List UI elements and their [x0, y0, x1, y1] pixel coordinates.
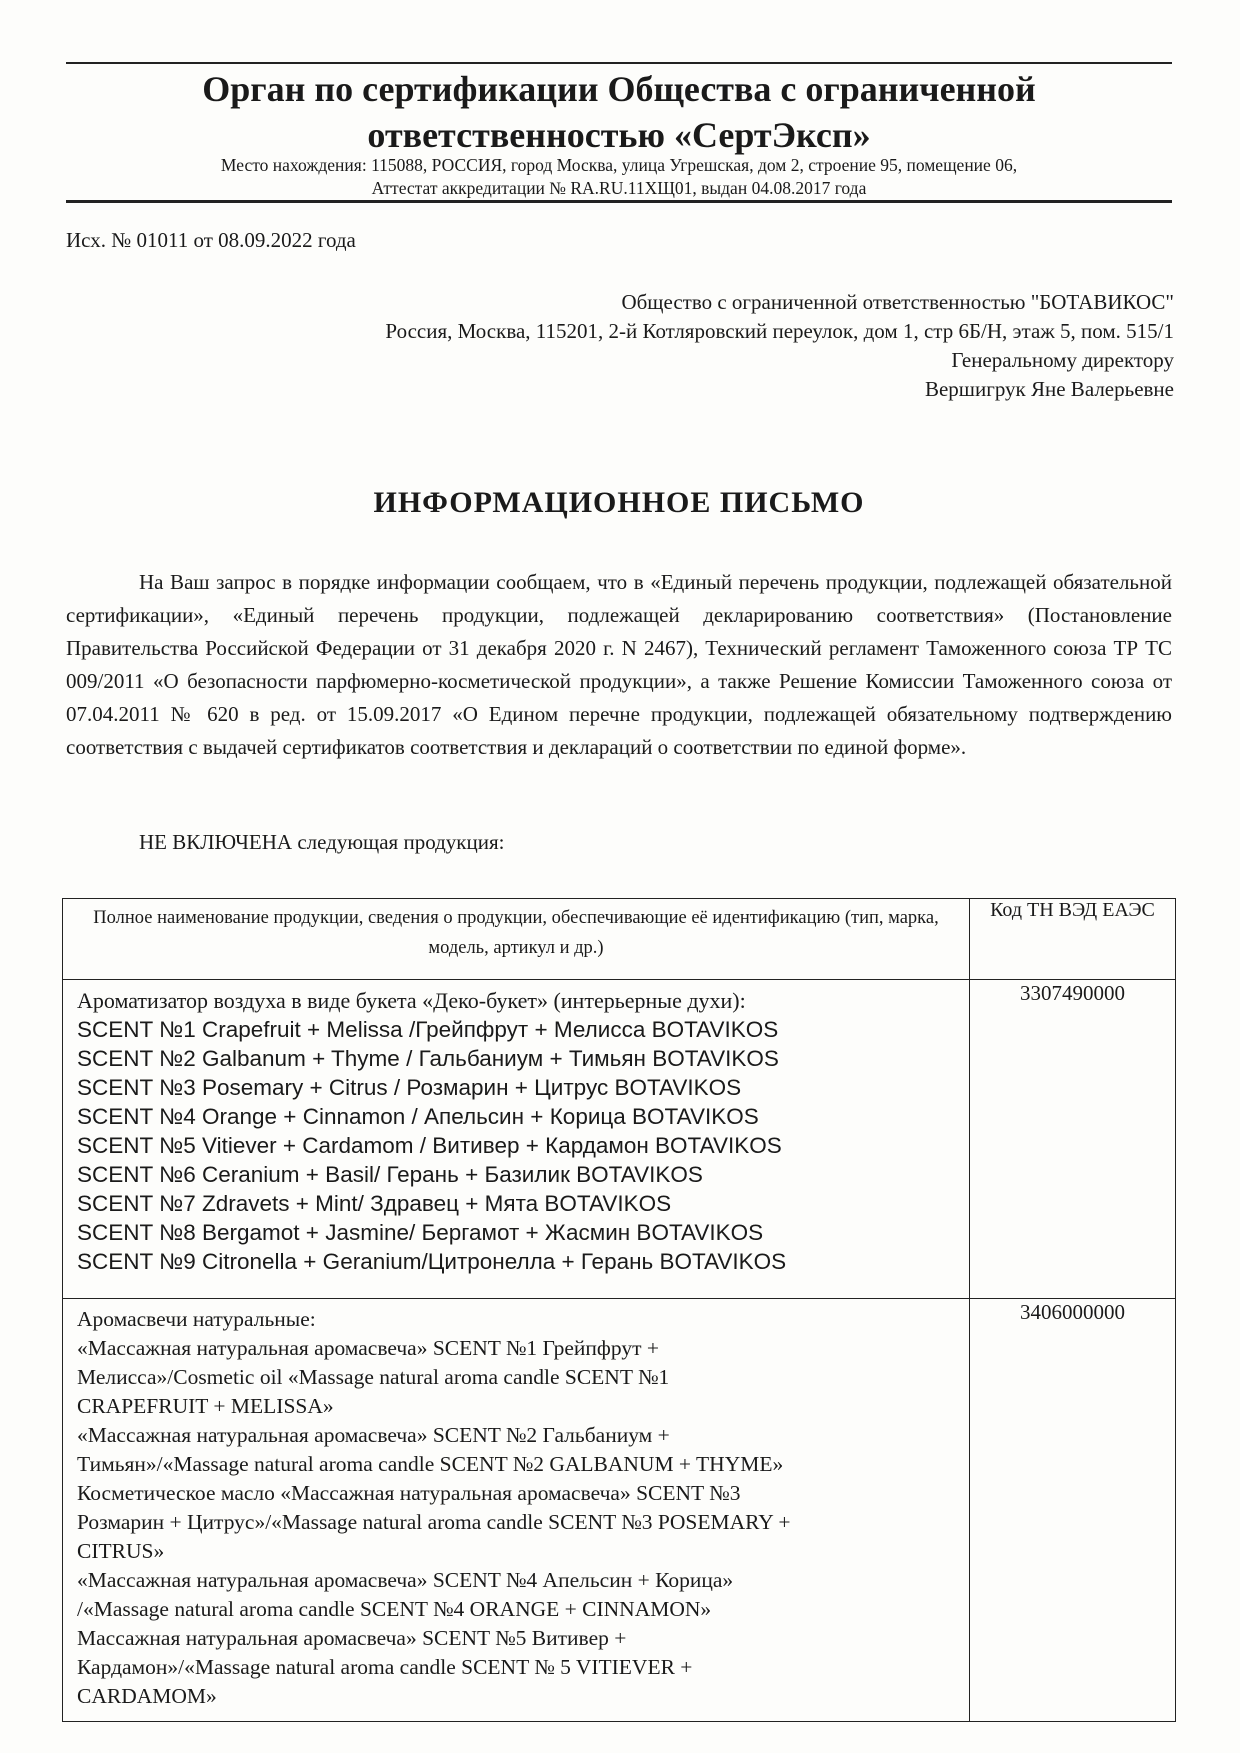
product-line: CRAPEFRUIT + MELISSA»	[77, 1394, 334, 1418]
product-line: Розмарин + Цитрус»/«Massage natural aroma candle SCENT №3 POSEMARY +	[77, 1510, 791, 1534]
product-description-cell	[63, 1299, 970, 1722]
product-line: Косметическое масло «Массажная натуральная аромасвеча» SCENT №3	[77, 1481, 741, 1505]
header-top-rule	[66, 62, 1172, 64]
product-line: SCENT №7 Zdravets + Mint/ Здравец + Мята BOTAVIKOS	[77, 1191, 672, 1216]
product-line: /«Massage natural aroma candle SCENT №4 ORANGE + CINNAMON»	[77, 1597, 712, 1621]
body-paragraph: На Ваш запрос в порядке информации сообщаем, что в «Единый перечень продукции, подлежащей обязательной сертификации», «Единый перечень продукции, подлежащей декларированию соответствия» (Постановление Правительства Российской Федерации от 31 декабря 2020 г. N 2467), Технический регламент Таможенного союза ТР ТС 009/2011 «О безопасности парфюмерно-косметической продукции», а также Решение Комиссии Таможенного союза от 07.04.2011 № 620 в ред. от 15.09.2017 «О Едином перечне продукции, подлежащей обязательному подтверждению соответствия с выдачей сертификатов соответствия и деклараций о соответствии по единой форме».	[66, 570, 1172, 759]
product-line: SCENT №4 Orange + Cinnamon / Апельсин + Корица BOTAVIKOS	[77, 1104, 759, 1129]
tn-ved-code-cell: 3307490000	[970, 980, 1176, 1299]
addressee-address: Россия, Москва, 115201, 2-й Котляровский переулок, дом 1, стр 6Б/Н, этаж 5, пом. 515/1	[385, 319, 1174, 343]
addressee-block	[385, 288, 1174, 404]
accreditation-line: Аттестат аккредитации № RA.RU.11ХЩ01, выдан 04.08.2017 года	[371, 178, 867, 198]
header-tn-ved-code: Код ТН ВЭД ЕАЭС	[970, 899, 1176, 980]
organization-title-line-2: ответственностью «СертЭксп»	[367, 115, 871, 155]
product-line: «Массажная натуральная аромасвеча» SCENT №1 Грейпфрут +	[77, 1336, 659, 1360]
product-line: SCENT №5 Vitiever + Cardamom / Витивер + Кардамон BOTAVIKOS	[77, 1133, 782, 1158]
product-line: Массажная натуральная аромасвеча» SCENT №5 Витивер +	[77, 1626, 627, 1650]
product-description-cell	[63, 980, 970, 1299]
outgoing-reference: Исх. № 01011 от 08.09.2022 года	[66, 228, 356, 252]
addressee-name: Вершигрук Яне Валерьевне	[924, 377, 1174, 401]
product-line: «Массажная натуральная аромасвеча» SCENT №2 Гальбаниум +	[77, 1423, 670, 1447]
addressee-company: Общество с ограниченной ответственностью "БОТАВИКОС"	[621, 290, 1174, 314]
header-product-name: Полное наименование продукции, сведения о продукции, обеспечивающие её идентификацию (тип, марка, модель, артикул и др.)	[63, 899, 970, 980]
product-line: SCENT №9 Citronella + Geranium/Цитронелла + Герань BOTAVIKOS	[77, 1249, 787, 1274]
product-line: SCENT №1 Crapefruit + Melissa /Грейпфрут + Мелисса BOTAVIKOS	[77, 1017, 779, 1042]
product-line: SCENT №6 Ceranium + Basil/ Герань + Базилик BOTAVIKOS	[77, 1162, 703, 1187]
table-row	[63, 980, 1176, 1299]
organization-address: Место нахождения: 115088, РОССИЯ, город Москва, улица Угрешская, дом 2, строение 95, помещение 06,	[220, 155, 1018, 175]
addressee-position: Генеральному директору	[951, 348, 1174, 372]
table-row	[63, 1299, 1176, 1722]
product-line: SCENT №8 Bergamot + Jasmine/ Бергамот + Жасмин BOTAVIKOS	[77, 1220, 764, 1245]
organization-title-line-1: Орган по сертификации Общества с ограниченной	[202, 69, 1036, 109]
organization-title	[66, 66, 1172, 158]
tn-ved-code-cell: 3406000000	[970, 1299, 1176, 1722]
product-line: Кардамон»/«Massage natural aroma candle SCENT № 5 VITIEVER +	[77, 1655, 693, 1679]
product-line: CITRUS»	[77, 1539, 165, 1563]
letter-title: ИНФОРМАЦИОННОЕ ПИСЬМО	[373, 486, 865, 519]
products-table	[62, 898, 1176, 1722]
product-line: CARDAMOM»	[77, 1684, 217, 1708]
product-line: Аромасвечи натуральные:	[77, 1307, 316, 1331]
product-line: «Массажная натуральная аромасвеча» SCENT №4 Апельсин + Корица»	[77, 1568, 734, 1592]
product-line: Ароматизатор воздуха в виде букета «Деко-букет» (интерьерные духи):	[77, 988, 746, 1013]
table-header-row	[63, 899, 1176, 980]
product-line: Мелисса»/Cosmetic oil «Massage natural aroma candle SCENT №1	[77, 1365, 670, 1389]
product-line: SCENT №3 Posemary + Citrus / Розмарин + Цитрус BOTAVIKOS	[77, 1075, 742, 1100]
product-line: SCENT №2 Galbanum + Thyme / Гальбаниум + Тимьян BOTAVIKOS	[77, 1046, 779, 1071]
header-bottom-rule	[66, 200, 1172, 203]
product-line: Тимьян»/«Massage natural aroma candle SCENT №2 GALBANUM + THYME»	[77, 1452, 784, 1476]
not-included-statement: НЕ ВКЛЮЧЕНА следующая продукция:	[139, 830, 505, 854]
